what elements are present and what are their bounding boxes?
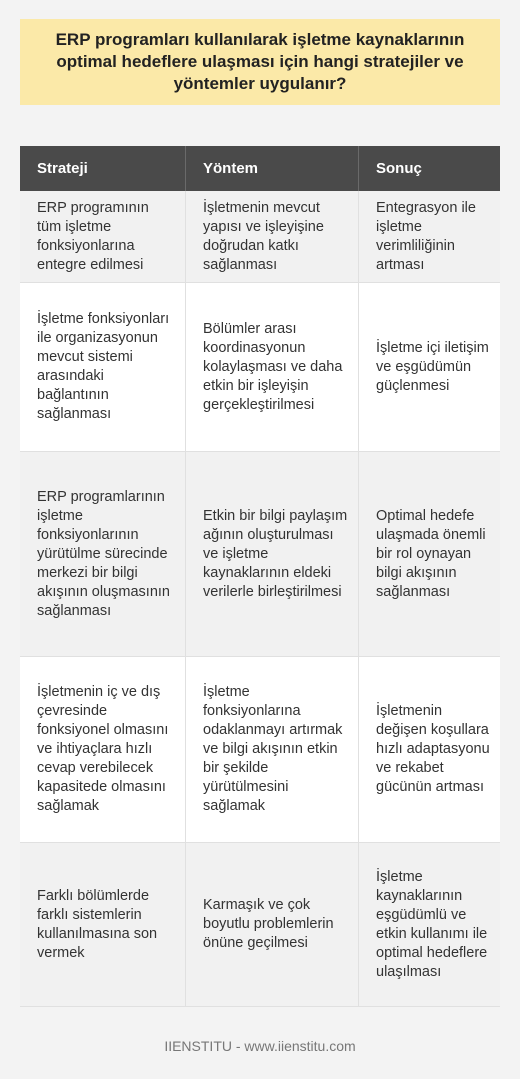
title-banner bbox=[20, 19, 500, 105]
header-yontem: Yöntem bbox=[186, 146, 359, 191]
cell-yontem: İşletme fonksiyonlarına odaklanmayı artırmak ve bilgi akışının etkin bir şekilde yürütülmesini sağlamak bbox=[186, 657, 359, 843]
table-row bbox=[20, 452, 500, 657]
cell-strateji: İşletme fonksiyonları ile organizasyonun mevcut sistemi arasındaki bağlantının sağlanması bbox=[20, 283, 186, 452]
table-row bbox=[20, 191, 500, 283]
cell-yontem: Bölümler arası koordinasyonun kolaylaşması ve daha etkin bir işleyişin gerçekleştirilmesi bbox=[186, 283, 359, 452]
strategy-table bbox=[20, 146, 500, 1007]
cell-sonuc: İşletme içi iletişim ve eşgüdümün güçlenmesi bbox=[359, 283, 500, 452]
cell-strateji: İşletmenin iç ve dış çevresinde fonksiyonel olmasını ve ihtiyaçlara hızlı cevap verebilecek kapasitede olmasını sağlamak bbox=[20, 657, 186, 843]
cell-strateji: ERP programlarının işletme fonksiyonlarının yürütülme sürecinde merkezi bir bilgi akışının oluşmasının sağlanması bbox=[20, 452, 186, 657]
cell-strateji: Farklı bölümlerde farklı sistemlerin kullanılmasına son vermek bbox=[20, 843, 186, 1007]
cell-strateji: ERP programının tüm işletme fonksiyonlarına entegre edilmesi bbox=[20, 191, 186, 283]
header-sonuc: Sonuç bbox=[376, 160, 422, 177]
table-row bbox=[20, 843, 500, 1007]
cell-yontem: İşletmenin mevcut yapısı ve işleyişine doğrudan katkı sağlanması bbox=[186, 191, 359, 283]
page-title: ERP programları kullanılarak işletme kaynaklarının optimal hedeflere ulaşması için hangi stratejiler ve yöntemler uygulanır? bbox=[55, 30, 465, 93]
cell-yontem: Etkin bir bilgi paylaşım ağının oluşturulması ve işletme kaynaklarının eldeki verilerle birleştirilmesi bbox=[186, 452, 359, 657]
table-row bbox=[20, 657, 500, 843]
cell-sonuc: Entegrasyon ile işletme verimliliğinin artması bbox=[359, 191, 500, 283]
footer-credit: IIENSTITU - www.iienstitu.com bbox=[164, 1038, 356, 1054]
cell-yontem: Karmaşık ve çok boyutlu problemlerin önüne geçilmesi bbox=[186, 843, 359, 1007]
table-header bbox=[20, 146, 500, 191]
header-strateji: Strateji bbox=[20, 146, 186, 191]
cell-sonuc: Optimal hedefe ulaşmada önemli bir rol oynayan bilgi akışının sağlanması bbox=[359, 452, 500, 657]
table-row bbox=[20, 283, 500, 452]
cell-sonuc: İşletmenin değişen koşullara hızlı adaptasyonu ve rekabet gücünün artması bbox=[359, 657, 500, 843]
cell-sonuc: İşletme kaynaklarının eşgüdümlü ve etkin kullanımı ile optimal hedeflere ulaşılması bbox=[359, 843, 500, 1007]
